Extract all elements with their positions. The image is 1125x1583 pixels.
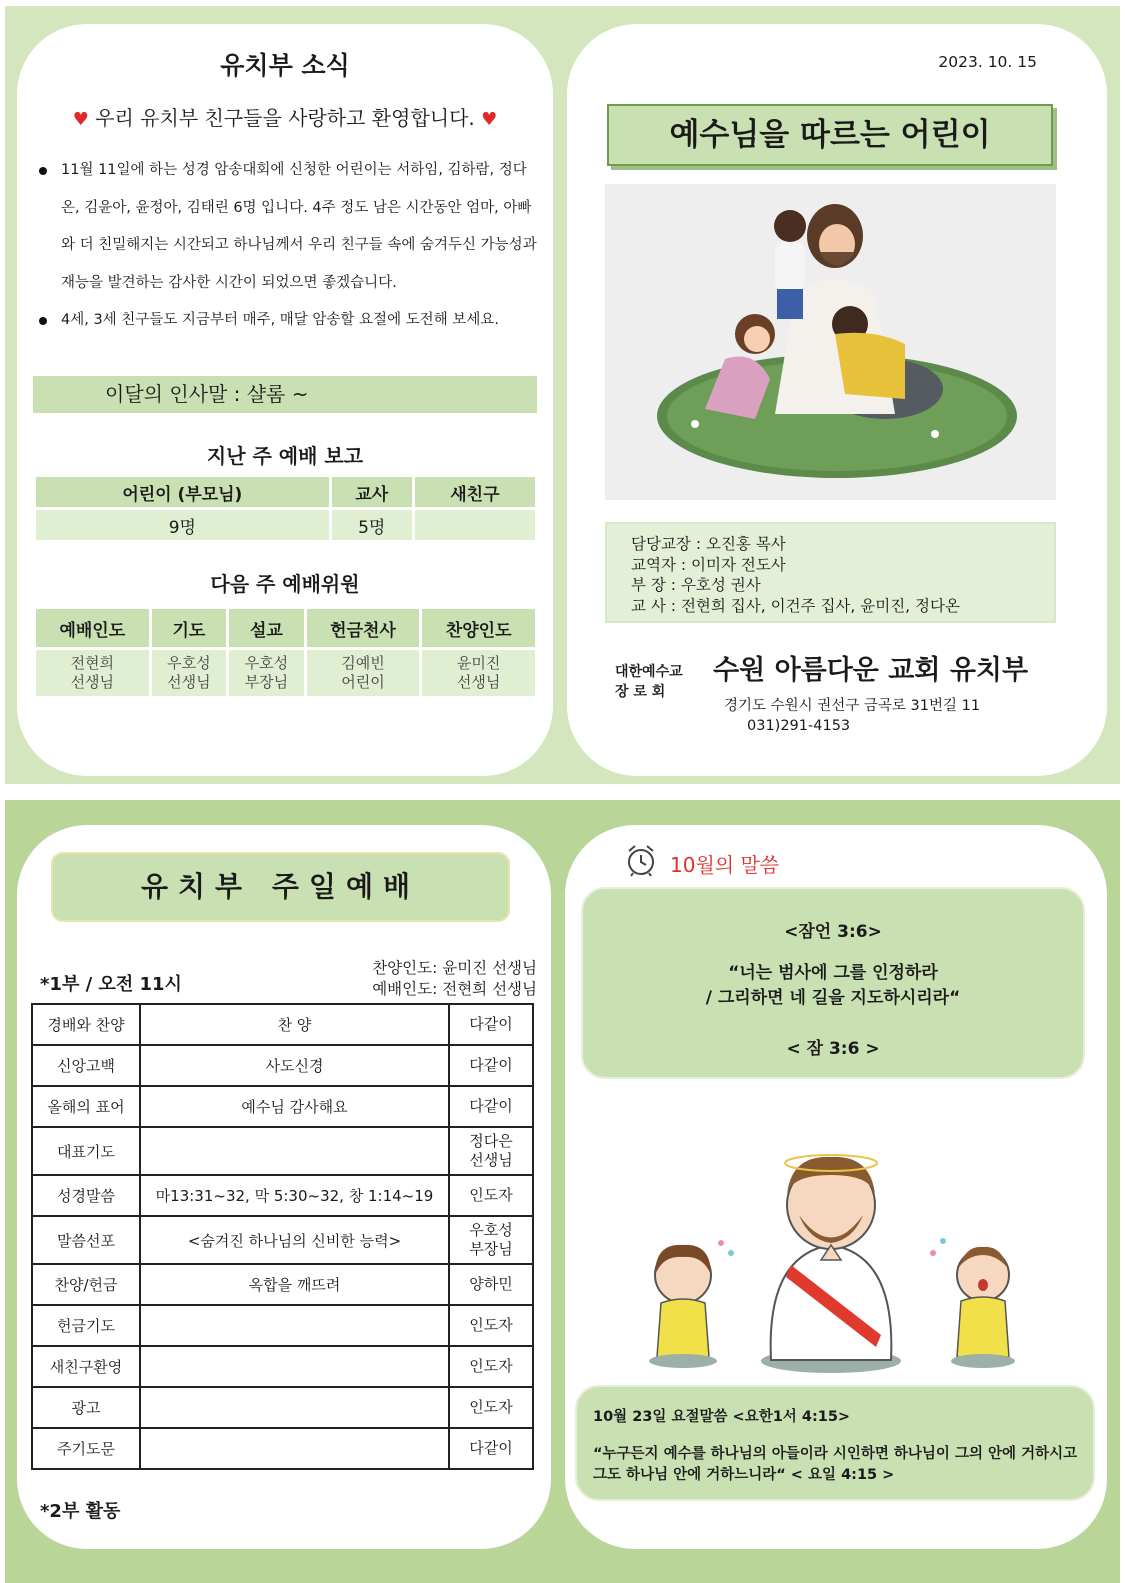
roles-table [33,606,538,699]
report-title: 지난 주 예배 보고 [206,444,364,468]
welcome-line [17,102,553,131]
table-row: 올해의 표어 예수님 감사해요 다같이 [32,1086,533,1127]
report-value [415,510,535,540]
role-header: 찬양인도 [422,609,535,647]
cover-banner: 예수님을 따르는 어린이 [607,104,1053,166]
role-person: 윤미진 선생님 [422,650,535,696]
table-row: 대표기도 정다은 선생님 [32,1127,533,1175]
table-row: 주기도문 다같이 [32,1428,533,1469]
roles-title: 다음 주 예배위원 [210,572,360,596]
worship-leader: 예배인도: 전현희 선생님 [372,980,537,998]
welcome-text: 우리 유치부 친구들을 사랑하고 환영합니다. [95,106,475,130]
attendance-table [33,474,538,543]
monthly-greeting: 이달의 인사말 : 샬롬 ~ [33,376,537,413]
leaders-info [372,958,537,1000]
worship-panel [17,825,551,1549]
table-row: 성경말씀 마13:31~32, 막 5:30~32, 창 1:14~19 인도자 [32,1175,533,1216]
bulletin-inside-sheet [5,800,1120,1583]
bulletin-front-sheet [5,6,1120,784]
bulletin-date: 2023. 10. 15 [938,53,1037,71]
alarm-clock-icon [625,843,657,877]
cover-panel [567,24,1107,776]
jesus-with-children-illustration [605,184,1056,500]
report-value: 9명 [36,510,329,540]
praise-leader: 찬양인도: 윤미진 선생님 [372,959,537,977]
word-panel [565,825,1107,1549]
praying-jesus-children-illustration [621,1135,1041,1375]
worship-order-table [31,1003,534,1470]
staff-line: 교역자 : 이미자 전도사 [631,555,786,574]
church-address [724,696,980,736]
heart-icon: ♥ [72,109,89,130]
staff-line: 부 장 : 우호성 권사 [631,576,761,594]
church-name: 수원 아름다운 교회 유치부 [713,655,1029,686]
month-verse-title: 10월의 말씀 [670,853,780,877]
denomination: 대한예수교 장 로 회 [615,664,683,700]
news-item: 11월 11일에 하는 성경 암송대회에 신청한 어린이는 서하임, 김하람, 정다온, 김윤아, 윤정아, 김태린 6명 입니다. 4주 정도 남은 시간동안 엄마, 아빠와 더 친밀해지는 시간되고 하나님께서 우리 친구들 속에 숨겨두신 가능성과 재능을 발견하는 감사한 시간이 되었으면 좋겠습니다. [37,152,537,302]
role-header: 예배인도 [36,609,149,647]
table-row: 경배와 찬양 찬 양 다같이 [32,1004,533,1045]
verse-text: “너는 범사에 그를 인정하라 / 그리하면 네 길을 지도하시리라“ [705,963,961,1008]
heart-icon: ♥ [481,109,498,130]
phone-number: 031)291-4153 [747,718,851,734]
report-header: 새친구 [415,477,535,507]
role-person: 전현희 선생님 [36,650,149,696]
memory-verse-title: 10월 23일 요절말씀 <요한1서 4:15> [593,1409,851,1425]
news-item: 4세, 3세 친구들도 지금부터 매주, 매달 암송할 요절에 도전해 보세요. [37,302,537,340]
table-row: 새친구환영 인도자 [32,1346,533,1387]
memory-verse-text: “누구든지 예수를 하나님의 아들이라 시인하면 하나님이 그의 안에 거하시고 그도 하나님 안에 거하느니라“ < 요일 4:15 > [593,1446,1078,1483]
part2-activity: *2부 활동 [40,1501,121,1522]
table-row: 말씀선포 <숨겨진 하나님의 신비한 능력> 우호성 부장님 [32,1216,533,1264]
role-person: 김예빈 어린이 [307,650,420,696]
news-panel [17,24,553,776]
monthly-verse-box [581,887,1085,1079]
part1-time: *1부 / 오전 11시 [40,974,182,995]
verse-reference: <잠언 3:6> [784,922,882,942]
role-person: 우호성 선생님 [152,650,227,696]
table-row: 헌금기도 인도자 [32,1305,533,1346]
table-row: 찬양/헌금 옥합을 깨뜨려 양하민 [32,1264,533,1305]
worship-title: 유치부 주일예배 [51,852,510,922]
news-title: 유치부 소식 [220,51,350,80]
role-header: 헌금천사 [307,609,420,647]
report-header: 교사 [332,477,412,507]
address-text: 경기도 수원시 권선구 금곡로 31번길 11 [724,698,981,714]
role-header: 설교 [229,609,304,647]
table-row: 신앙고백 사도신경 다같이 [32,1045,533,1086]
report-value: 5명 [332,510,412,540]
role-person: 우호성 부장님 [229,650,304,696]
news-list [37,152,537,340]
verse-reference-short: < 잠 3:6 > [786,1039,880,1059]
memory-verse-box [575,1385,1095,1501]
staff-line: 교 사 : 전현희 집사, 이건주 집사, 윤미진, 정다온 [631,596,960,615]
role-header: 기도 [152,609,227,647]
staff-box [605,522,1056,623]
staff-line: 담당교장 : 오진홍 목사 [631,535,786,553]
table-row: 광고 인도자 [32,1387,533,1428]
report-header: 어린이 (부모님) [36,477,329,507]
